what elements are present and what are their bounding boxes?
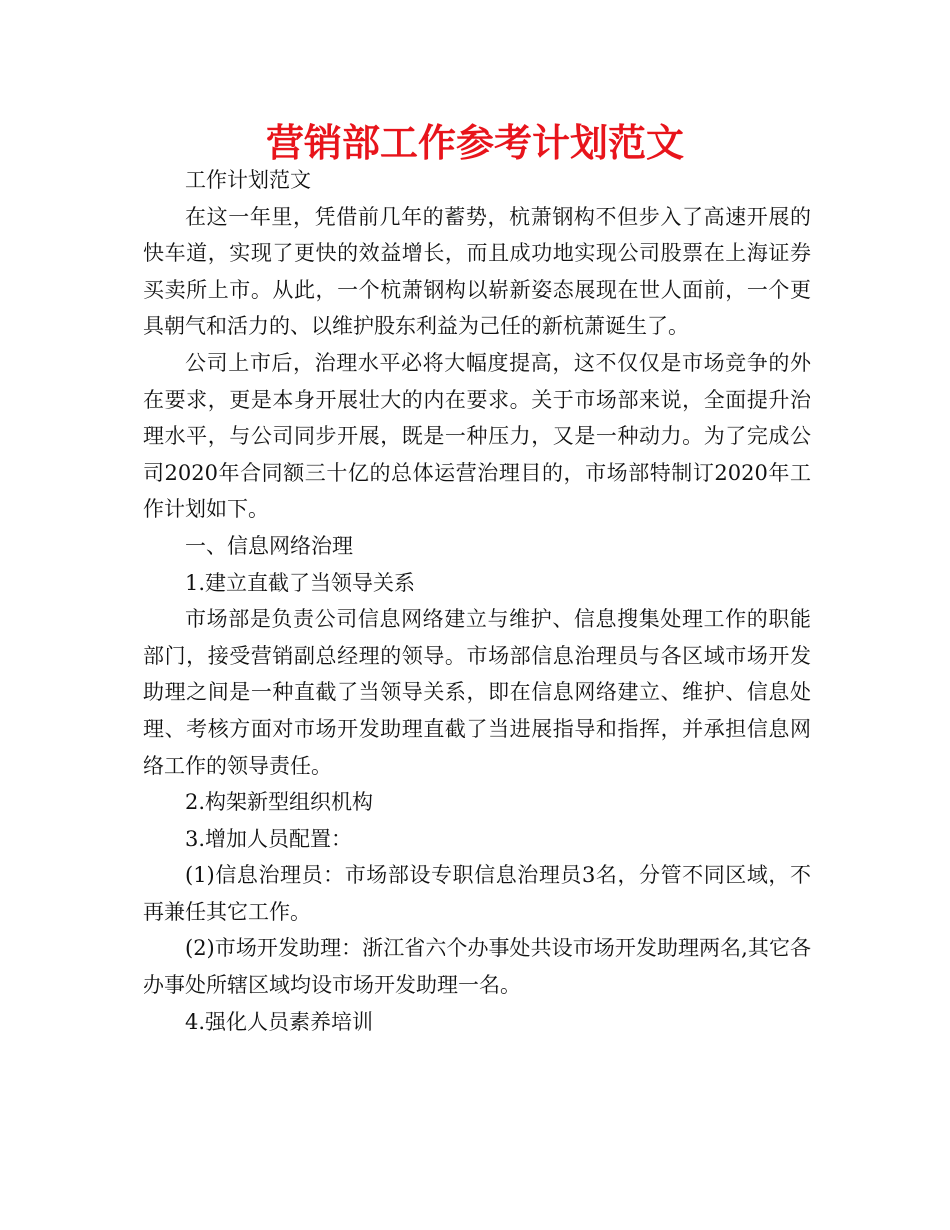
subheading-staffing: 3.增加人员配置： [185, 826, 353, 851]
paragraph-market-department: 市场部是负责公司信息网络建立与维护、信息搜集处理工作的职能部门，接受营销副总经理的领导。市场部信息治理员与各区域市场开发助理之间是一种直截了当领导关系，即在信息网络建立、维护、信息处理、考核方面对市场开发助理直截了当进展指导和指挥，并承担信息网络工作的领导责任。 [143, 607, 811, 778]
document-title: 营销部工作参考计划范文 [265, 120, 684, 165]
paragraph-intro: 在这一年里，凭借前几年的蓄势，杭萧钢构不但步入了高速开展的快车道，实现了更快的效益增长，而且成功地实现公司股票在上海证券买卖所上市。从此，一个杭萧钢构以崭新姿态展现在世人面前，一个更具朝气和活力的、以维护股东利益为己任的新杭萧诞生了。 [143, 204, 811, 339]
paragraph-listing-goals: 公司上市后，治理水平必将大幅度提高，这不仅仅是市场竞争的外在要求，更是本身开展壮大的内在要求。关于市场部来说，全面提升治理水平，与公司同步开展，既是一种压力，又是一种动力。为了完成公司2020年合同额三十亿的总体运营治理目的，市场部特制订2020年工作计划如下。 [143, 350, 811, 522]
subheading-organization: 2.构架新型组织机构 [185, 790, 374, 815]
subheading-training: 4.强化人员素养培训 [185, 1009, 374, 1034]
list-item-info-manager: (1)信息治理员：市场部设专职信息治理员3名，分管不同区域，不再兼任其它工作。 [143, 863, 811, 924]
list-item-market-assistant: (2)市场开发助理：浙江省六个办事处共设市场开发助理两名,其它各办事处所辖区域均设市场开发助理一名。 [143, 936, 811, 998]
document-body [143, 162, 811, 1040]
paragraph-heading-plan: 工作计划范文 [185, 168, 311, 192]
subheading-leadership: 1.建立直截了当领导关系 [185, 570, 416, 595]
section-heading-info-network: 一、信息网络治理 [185, 533, 353, 558]
